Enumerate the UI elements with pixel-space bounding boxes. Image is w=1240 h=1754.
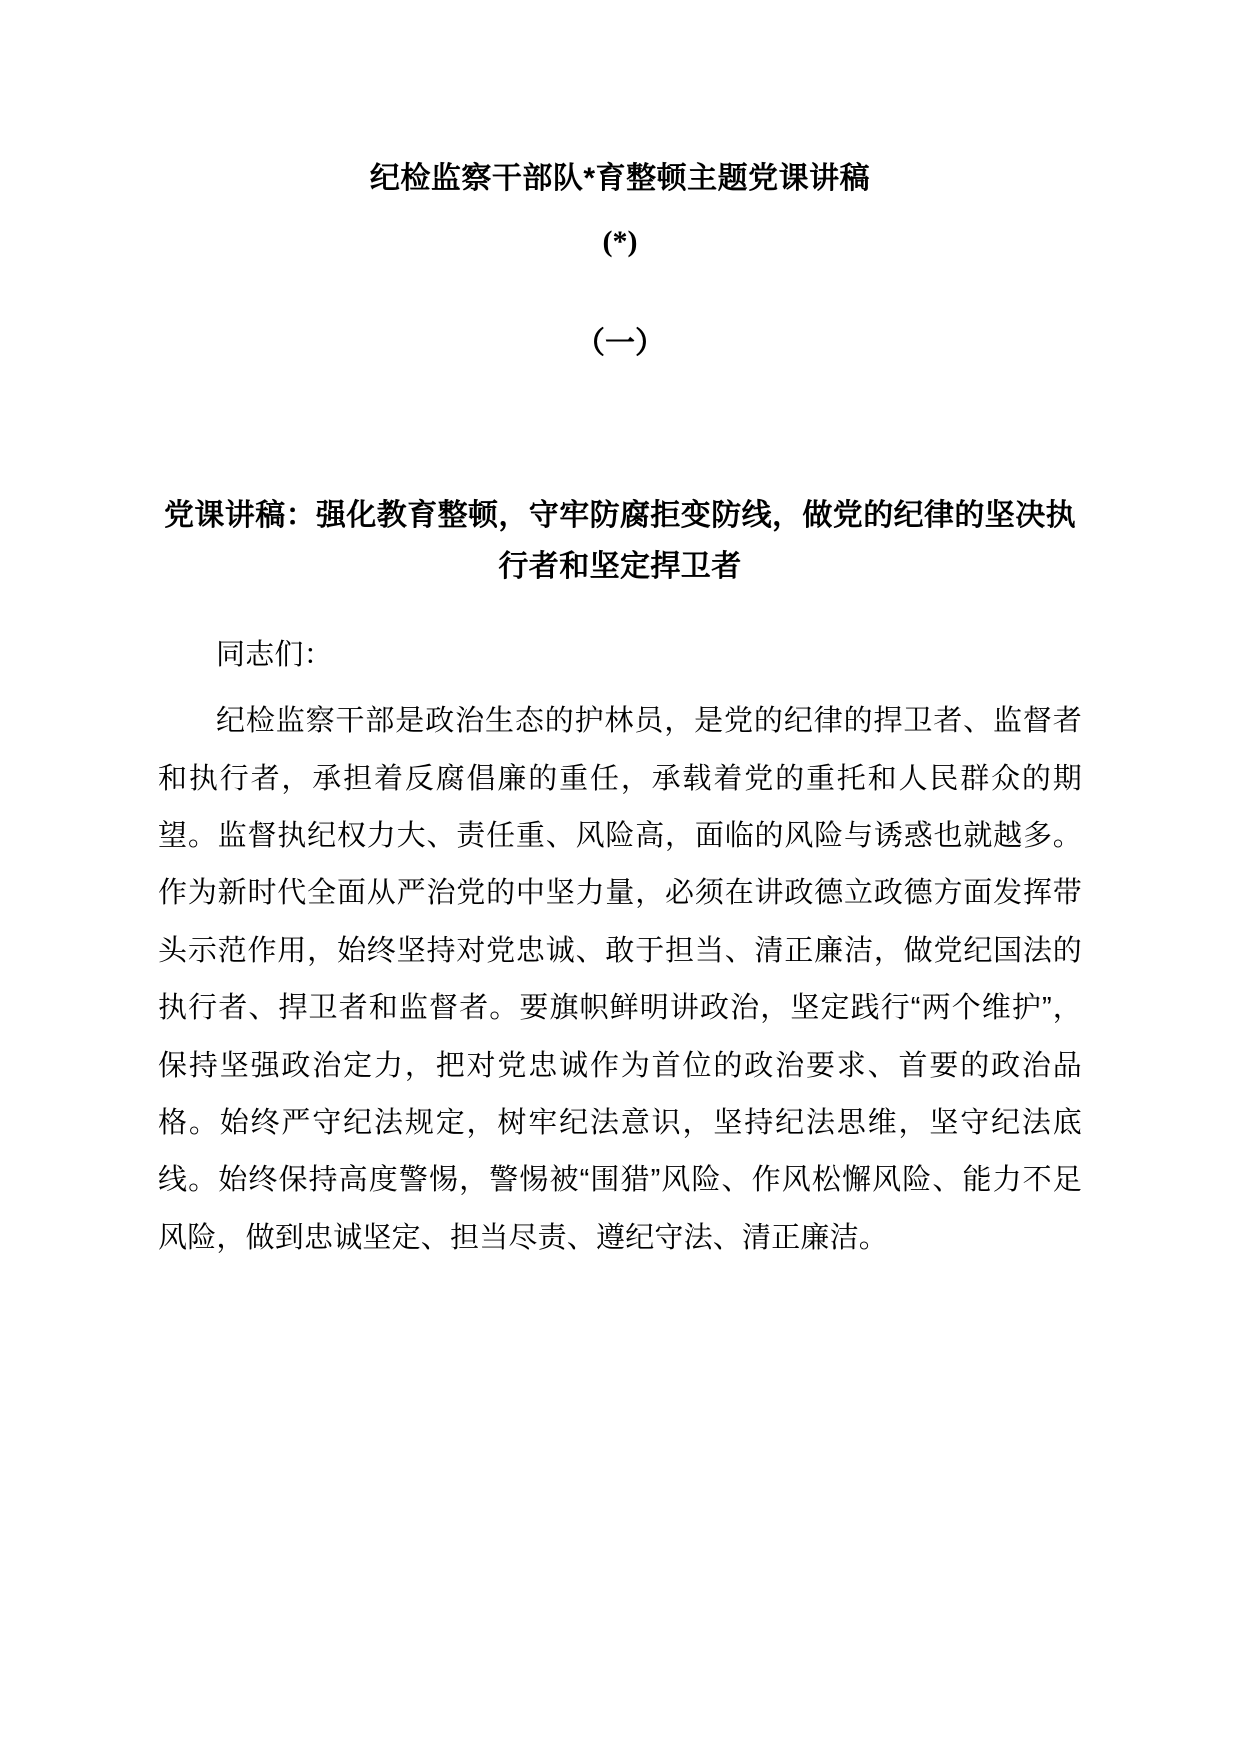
document-subtitle: (*) [602, 224, 638, 258]
main-heading: 党课讲稿：强化教育整顿，守牢防腐拒变防线，做党的纪律的坚决执行者和坚定捍卫者 [164, 498, 1076, 584]
body-paragraph: 纪检监察干部是政治生态的护林员，是党的纪律的捍卫者、监督者和执行者，承担着反腐倡廉的重任，承载着党的重托和人民群众的期望。监督执纪权力大、责任重、风险高，面临的风险与诱惑也就越多。作为新时代全面从严治党的中坚力量，必须在讲政德立政德方面发挥带头示范作用，始终坚持对党忠诚、敢于担当、清正廉洁，做党纪国法的执行者、捍卫者和监督者。要旗帜鲜明讲政治，坚定践行“两个维护”，保持坚强政治定力，把对党忠诚作为首位的政治要求、首要的政治品格。始终严守纪法规定，树牢纪法意识，坚持纪法思维，坚守纪法底线。始终保持高度警惕，警惕被“围猎”风险、作风松懈风险、能力不足风险，做到忠诚坚定、担当尽责、遵纪守法、清正廉洁。 [158, 705, 1082, 1254]
section-number: （一） [575, 327, 665, 360]
document-title: 纪检监察干部队*育整顿主题党课讲稿 [369, 162, 871, 195]
salutation: 同志们： [216, 638, 333, 671]
